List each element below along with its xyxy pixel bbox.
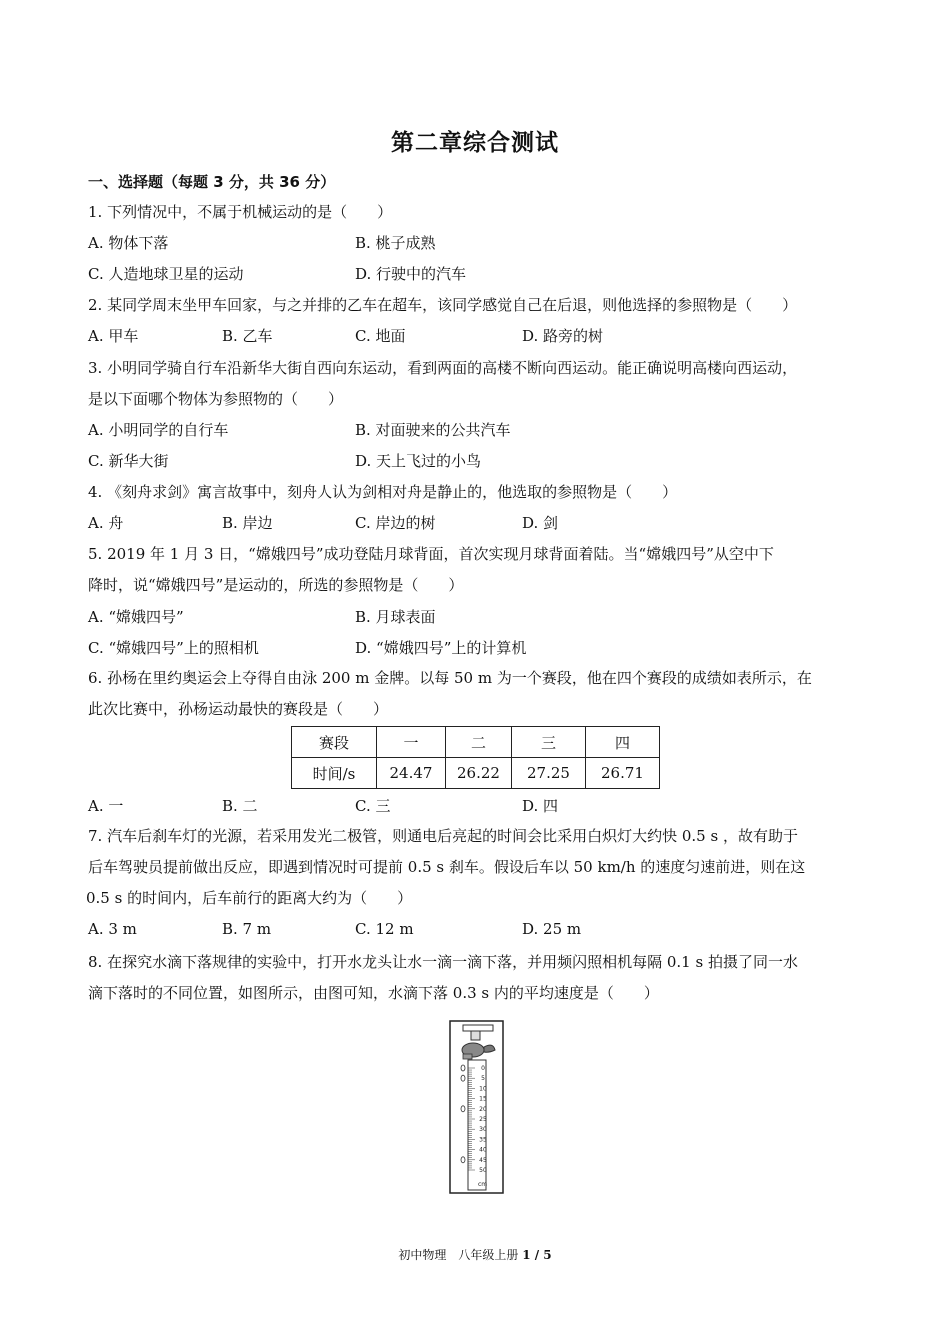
question-6-stem-line1: 6. 孙杨在里约奥运会上夺得自由泳 200 m 金牌。以每 50 m 为一个赛段，他在四个赛段的成绩如表所示，在 xyxy=(88,669,812,687)
page-number: 1 / 5 xyxy=(522,1248,552,1262)
ruler-tick-label: 10 xyxy=(479,1085,487,1093)
question-6-stem-line2: 此次比赛中，孙杨运动最快的赛段是（ ） xyxy=(88,700,389,718)
question-5-stem-line1: 5. 2019 年 1 月 3 日，“嫦娥四号”成功登陆月球背面，首次实现月球背面着陆。当“嫦娥四号”从空中下 xyxy=(88,545,774,563)
ruler-tick-label: 25 xyxy=(479,1116,487,1123)
ruler-tick-label: 0 xyxy=(481,1065,485,1072)
question-4-option-a: A. 舟 xyxy=(88,514,124,532)
table-cell: 24.47 xyxy=(377,758,446,789)
question-7-stem-line2: 后车驾驶员提前做出反应，即遇到情况时可提前 0.5 s 刹车。假设后车以 50 km/h 的速度匀速前进，则在这 xyxy=(88,858,806,876)
question-3-option-b: B. 对面驶来的公共汽车 xyxy=(355,421,511,439)
question-2-option-c: C. 地面 xyxy=(355,327,406,345)
question-6-option-c: C. 三 xyxy=(355,797,391,815)
question-3-option-d: D. 天上飞过的小鸟 xyxy=(355,452,482,470)
ruler-tick-label: 50 xyxy=(479,1167,487,1174)
ruler-tick-label: 30 xyxy=(479,1126,487,1134)
question-8-stem-line2: 滴下落时的不同位置，如图所示，由图可知，水滴下落 0.3 s 内的平均速度是（ ） xyxy=(88,984,659,1002)
question-1-option-a: A. 物体下落 xyxy=(88,234,169,252)
question-1-stem: 1. 下列情况中，不属于机械运动的是（ ） xyxy=(88,203,393,221)
question-7-option-d: D. 25 m xyxy=(522,920,582,938)
question-4-option-b: B. 岸边 xyxy=(222,514,273,532)
table-row xyxy=(292,758,660,789)
ruler-tick-label: 45 xyxy=(479,1156,487,1164)
question-2-option-b: B. 乙车 xyxy=(222,327,273,345)
ruler-tick-label: 40 xyxy=(479,1146,487,1154)
question-7-option-c: C. 12 m xyxy=(355,920,414,938)
question-2-option-d: D. 路旁的树 xyxy=(522,327,604,345)
question-3-stem-line2: 是以下面哪个物体为参照物的（ ） xyxy=(88,390,344,408)
question-5-option-c: C. “嫦娥四号”上的照相机 xyxy=(88,639,259,657)
question-5-stem-line2: 降时，说“嫦娥四号”是运动的，所选的参照物是（ ） xyxy=(88,576,464,594)
split-times-table xyxy=(291,726,660,789)
question-4-option-d: D. 剑 xyxy=(522,514,559,532)
page-footer xyxy=(0,1246,950,1263)
question-5-option-a: A. “嫦娥四号” xyxy=(88,608,184,626)
question-7-stem-line3: 0.5 s 的时间内，后车前行的距离大约为（ ） xyxy=(86,889,413,907)
question-3-stem-line1: 3. 小明同学骑自行车沿新华大街自西向东运动，看到两面的高楼不断向西运动。能正确说明高楼向西运动， xyxy=(88,359,798,377)
question-6-option-d: D. 四 xyxy=(522,797,559,815)
question-8-stem-line1: 8. 在探究水滴下落规律的实验中，打开水龙头让水一滴一滴下落，并用频闪照相机每隔 0.1 s 拍摄了同一水 xyxy=(88,953,798,971)
question-2-stem: 2. 某同学周末坐甲车回家，与之并排的乙车在超车，该同学感觉自己在后退，则他选择的参照物是（ ） xyxy=(88,296,798,314)
question-7-stem-line1: 7. 汽车后刹车灯的光源，若采用发光二极管，则通电后亮起的时间会比采用白炽灯大约快 0.5 s ，故有助于 xyxy=(88,827,798,845)
water-drop xyxy=(461,1106,465,1112)
page-title: 第二章综合测试 xyxy=(391,130,559,156)
question-1-option-c: C. 人造地球卫星的运动 xyxy=(88,265,244,283)
ruler-tick-label: 5 xyxy=(481,1075,485,1083)
question-5-option-b: B. 月球表面 xyxy=(355,608,436,626)
table-cell: 26.22 xyxy=(446,758,512,789)
table-cell: 时间/s xyxy=(292,758,377,789)
ruler-tick-label: 15 xyxy=(479,1095,487,1103)
question-4-stem: 4. 《刻舟求剑》寓言故事中，刻舟人认为剑相对舟是静止的，他选取的参照物是（ ） xyxy=(88,483,678,501)
ruler-tick-label: 20 xyxy=(479,1105,487,1113)
question-3-option-c: C. 新华大街 xyxy=(88,452,169,470)
table-cell: 赛段 xyxy=(292,727,377,758)
question-1-option-d: D. 行驶中的汽车 xyxy=(355,265,467,283)
question-5-option-d: D. “嫦娥四号”上的计算机 xyxy=(355,639,527,657)
table-cell: 四 xyxy=(586,727,660,758)
question-2-option-a: A. 甲车 xyxy=(88,327,139,345)
question-4-option-c: C. 岸边的树 xyxy=(355,514,436,532)
table-cell: 26.71 xyxy=(586,758,660,789)
water-drop xyxy=(461,1075,465,1081)
question-3-option-a: A. 小明同学的自行车 xyxy=(88,421,229,439)
question-7-option-a: A. 3 m xyxy=(88,920,137,938)
question-1-option-b: B. 桃子成熟 xyxy=(355,234,436,252)
table-cell: 三 xyxy=(512,727,586,758)
question-6-option-a: A. 一 xyxy=(88,797,124,815)
section-heading: 一、选择题（每题 3 分，共 36 分） xyxy=(88,173,336,191)
table-header-row xyxy=(292,727,660,758)
table-cell: 27.25 xyxy=(512,758,586,789)
water-drop-ruler-figure xyxy=(449,1020,504,1195)
table-cell: 二 xyxy=(446,727,512,758)
ruler-unit-label: cm xyxy=(478,1181,488,1188)
ruler-tick-label: 35 xyxy=(479,1136,487,1144)
water-drop xyxy=(461,1157,465,1163)
question-7-option-b: B. 7 m xyxy=(222,920,272,938)
table-cell: 一 xyxy=(377,727,446,758)
water-drop xyxy=(461,1065,465,1071)
footer-text: 初中物理 八年级上册 xyxy=(398,1248,523,1262)
question-6-option-b: B. 二 xyxy=(222,797,258,815)
